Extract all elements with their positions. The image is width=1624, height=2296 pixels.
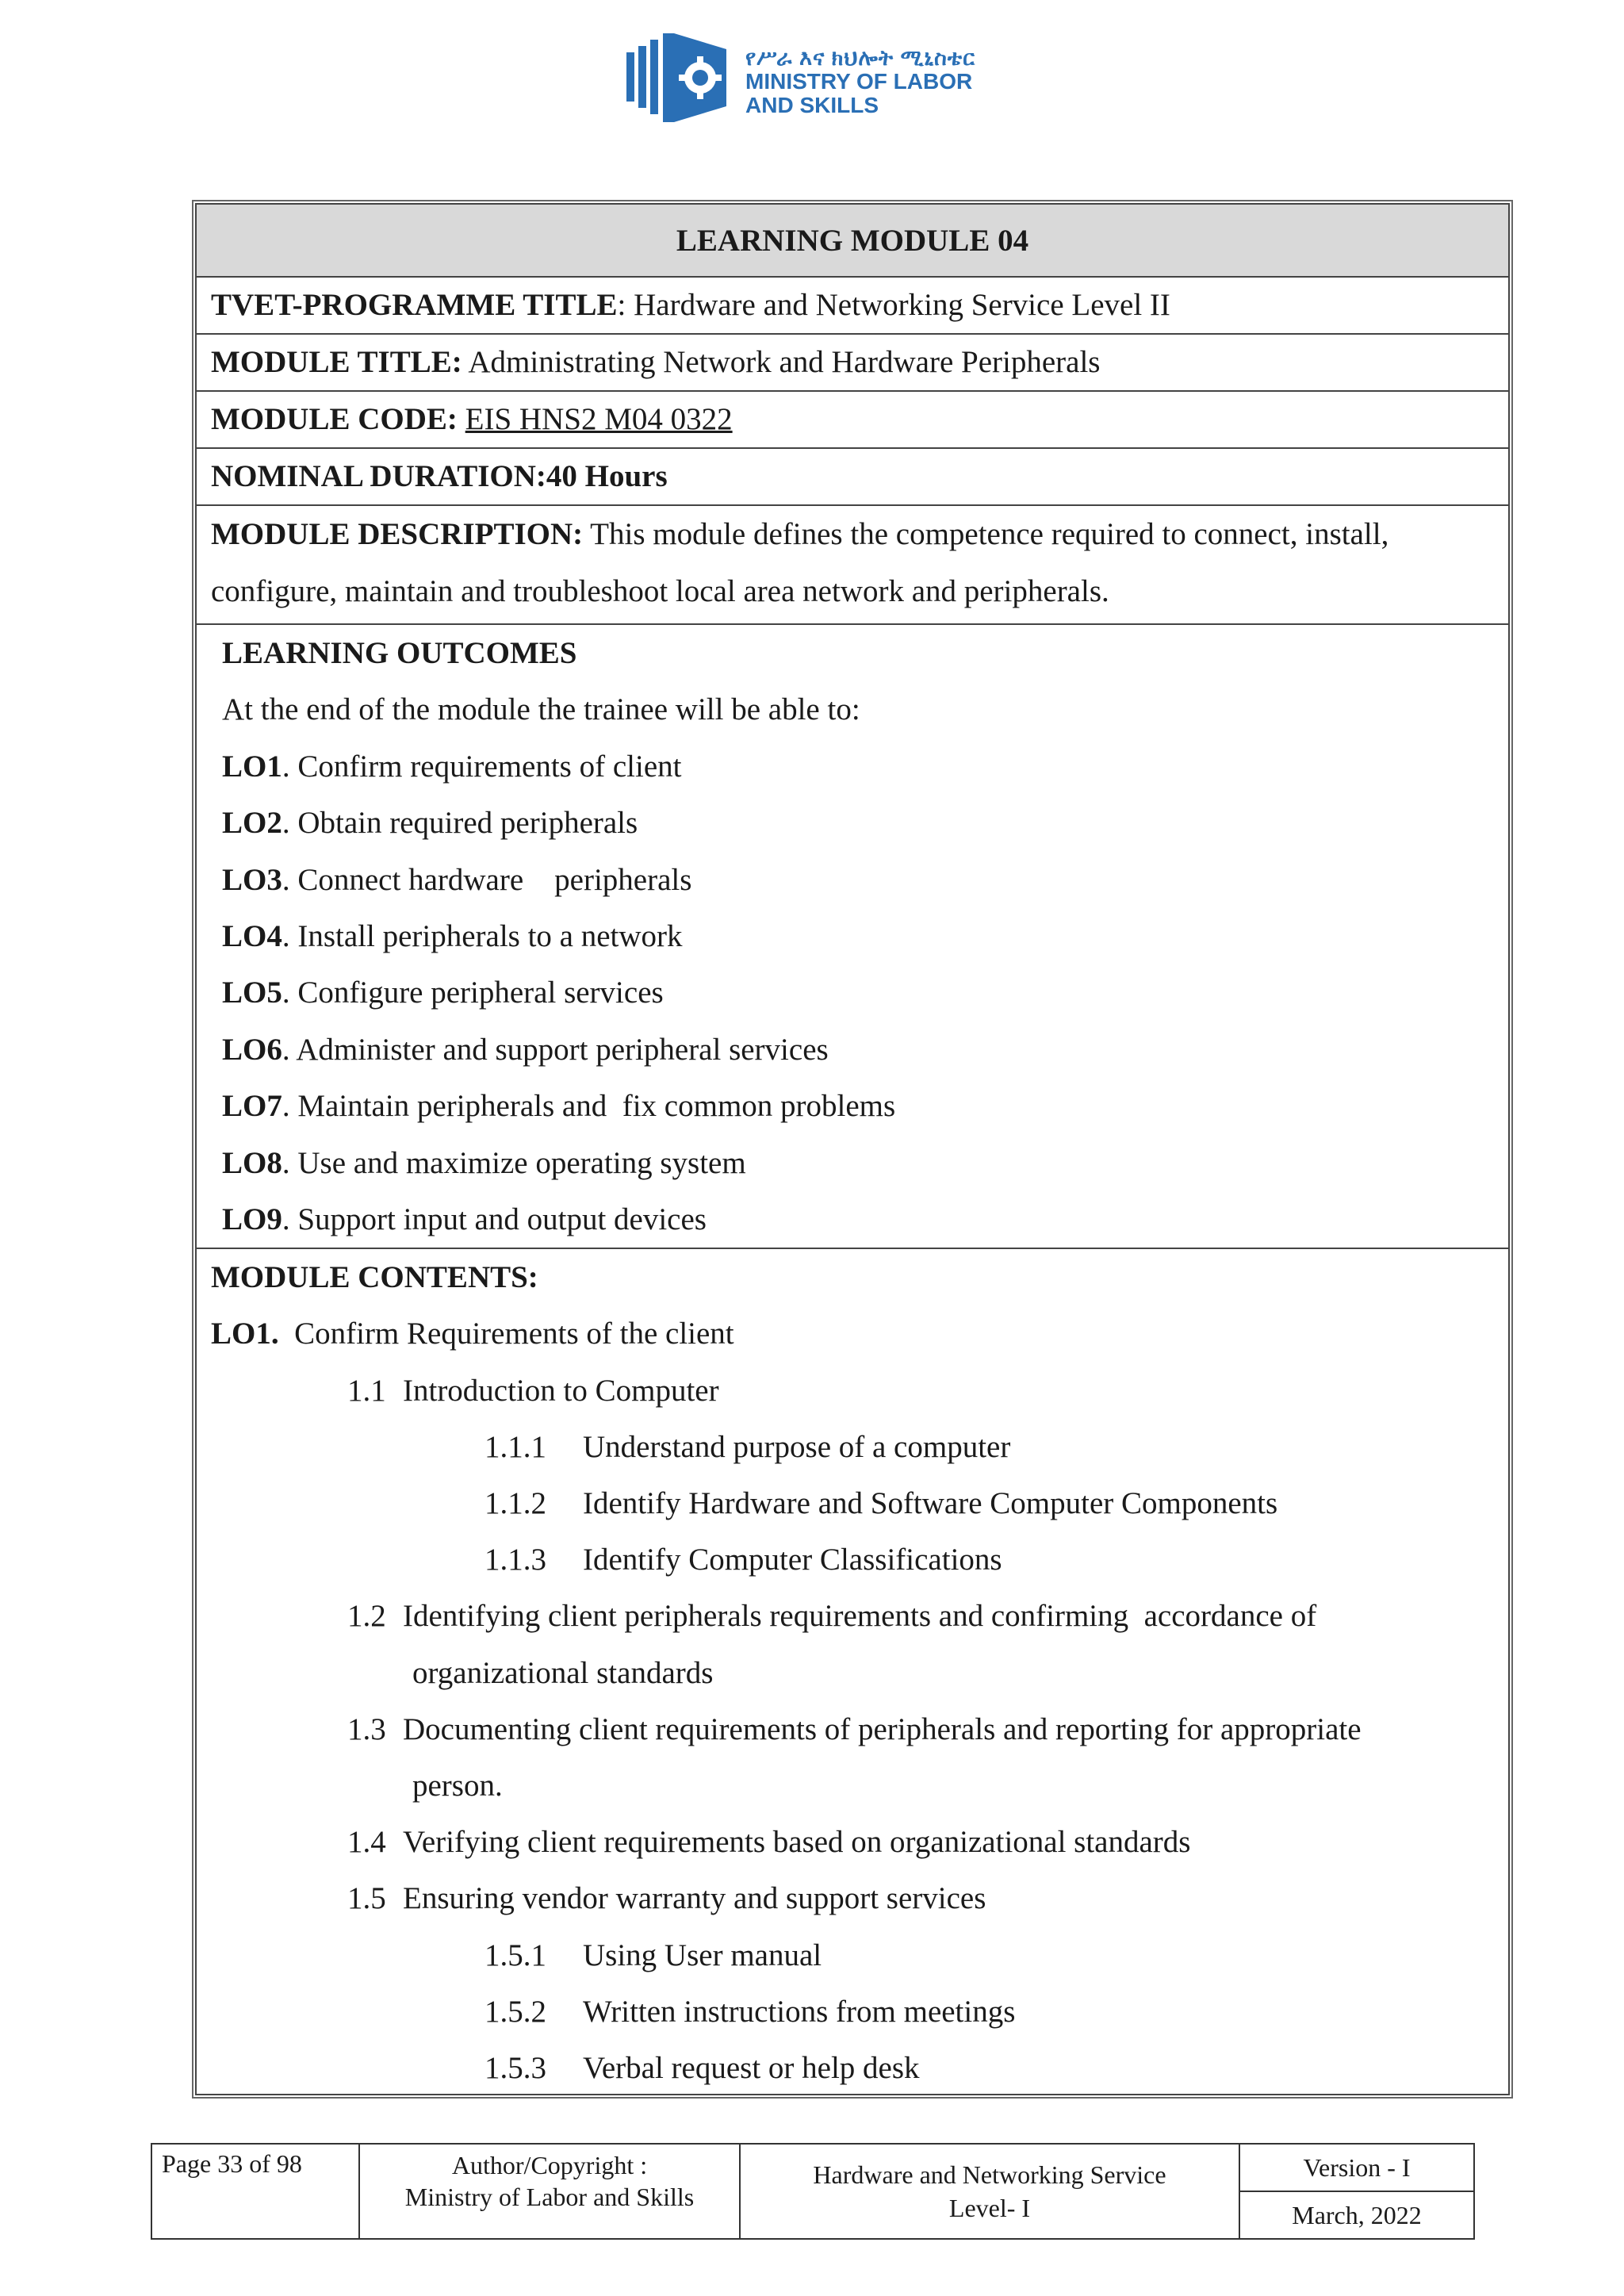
outcome-item: LO1. Confirm requirements of client [222, 749, 682, 784]
nominal-duration: NOMINAL DURATION:40 Hours [211, 459, 668, 493]
module-description-row [197, 506, 1508, 625]
module-contents [197, 1249, 1508, 2096]
module-title-row [197, 335, 1508, 392]
description-label: MODULE DESCRIPTION: [211, 517, 584, 551]
outcome-item: LO2. Obtain required peripherals [222, 806, 638, 841]
date: March, 2022 [1292, 2200, 1422, 2229]
programme-value: : Hardware and Networking Service Level II [617, 288, 1170, 322]
module-box [195, 203, 1510, 2095]
section-1-3: 1.3 Documenting client requirements of peripherals and reporting for appropriate [347, 1711, 1362, 1746]
outcomes-heading: LEARNING OUTCOMES [222, 636, 577, 670]
learning-outcomes [197, 625, 1508, 1249]
module-header: LEARNING MODULE 04 [197, 205, 1508, 278]
logo-text [745, 46, 975, 117]
outcome-item: LO9. Support input and output devices [222, 1202, 707, 1236]
section-1-5: 1.5 Ensuring vendor warranty and support services [347, 1881, 986, 1916]
section-1-4: 1.4 Verifying client requirements based on organizational standards [347, 1825, 1191, 1860]
outcomes-intro: At the end of the module the trainee will be able to: [222, 692, 860, 727]
module-code-row [197, 392, 1508, 449]
outcome-item: LO8. Use and maximize operating system [222, 1145, 746, 1180]
section-1-1-3: 1.1.3 Identify Computer Classifications [485, 1543, 1002, 1577]
logo-line2: AND SKILLS [745, 93, 879, 117]
section-1-5-3: 1.5.3 Verbal request or help desk [485, 2050, 920, 2085]
programme-label: TVET-PROGRAMME TITLE [211, 288, 618, 322]
programme-title-row [197, 278, 1508, 335]
logo-line1: MINISTRY OF LABOR [745, 69, 973, 94]
outcome-item: LO3. Connect hardware peripherals [222, 862, 692, 897]
page-footer [151, 2143, 1475, 2240]
page-number: Page 33 of 98 [152, 2145, 360, 2238]
outcome-item: LO7. Maintain peripherals and fix common problems [222, 1089, 896, 1124]
module-title-value: Administrating Network and Hardware Peripherals [462, 345, 1101, 379]
section-1-3-cont: person. [412, 1768, 503, 1803]
module-code-value: EIS HNS2 M04 0322 [465, 402, 733, 436]
section-1-2-cont: organizational standards [412, 1655, 714, 1690]
module-code-label: MODULE CODE: [211, 402, 458, 436]
ministry-logo-icon [625, 30, 744, 125]
description-line2: configure, maintain and troubleshoot local area network and peripherals. [211, 574, 1109, 608]
section-1-2: 1.2 Identifying client peripherals requirements and confirming accordance of [347, 1599, 1317, 1634]
contents-heading: MODULE CONTENTS: [211, 1260, 538, 1295]
lo1-heading: LO1. Confirm Requirements of the client [211, 1317, 734, 1351]
section-1-5-1: 1.5.1 Using User manual [485, 1938, 822, 1972]
logo-amharic: የሥራ እና ክህሎት ሚኒስቴር [745, 46, 976, 70]
outcome-item: LO5. Configure peripheral services [222, 976, 664, 1010]
outcome-item: LO6. Administer and support peripheral services [222, 1032, 829, 1067]
section-1-5-2: 1.5.2 Written instructions from meetings [485, 1994, 1016, 2029]
version-date [1240, 2145, 1473, 2238]
section-1-1-1: 1.1.1 Understand purpose of a computer [485, 1429, 1011, 1464]
section-1-1: 1.1 Introduction to Computer [347, 1373, 719, 1408]
ministry-logo [625, 30, 1005, 125]
version: Version - I [1240, 2145, 1473, 2192]
description-line1: This module defines the competence required to connect, install, [583, 517, 1389, 551]
author-copyright: Author/Copyright : Ministry of Labor and Skills [360, 2145, 741, 2238]
module-title-label: MODULE TITLE: [211, 345, 462, 379]
section-1-1-2: 1.1.2 Identify Hardware and Software Computer Components [485, 1486, 1278, 1521]
outcome-item: LO4. Install peripherals to a network [222, 918, 683, 953]
nominal-duration-row [197, 449, 1508, 506]
program-name: Hardware and Networking Service Level- I [741, 2145, 1240, 2238]
